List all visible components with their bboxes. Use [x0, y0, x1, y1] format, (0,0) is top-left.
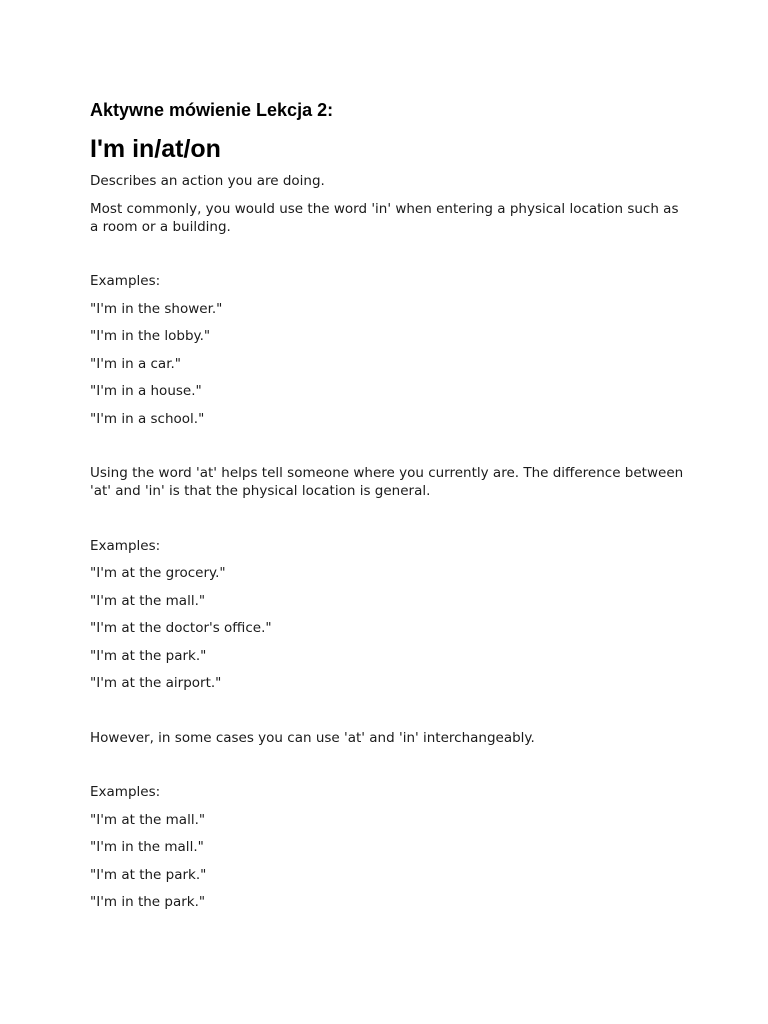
intro-paragraph: Describes an action you are doing. — [90, 173, 325, 189]
at-explanation-paragraph: Using the word 'at' helps tell someone where you currently are. The difference between 'at' and 'in' is that the physical location is general. — [90, 465, 684, 499]
document-body — [90, 96, 690, 921]
in-explanation-paragraph: Most commonly, you would use the word 'in' when entering a physical location such as a room or a building. — [90, 200, 679, 235]
example-line: "I'm in a school." — [90, 410, 205, 427]
example-line: "I'm in the mall." — [90, 839, 204, 855]
example-line: "I'm in the lobby." — [90, 328, 211, 344]
example-line: "I'm at the mall." — [90, 811, 206, 828]
blank-line — [90, 756, 690, 783]
example-line: "I'm at the airport." — [90, 675, 222, 691]
example-line: "I'm at the doctor's office." — [90, 620, 272, 636]
example-line: "I'm in the park." — [90, 894, 206, 910]
examples-label: Examples: — [90, 537, 161, 554]
main-heading: I'm in/at/on — [90, 135, 221, 163]
examples-label: Examples: — [90, 784, 161, 800]
blank-line — [90, 245, 690, 272]
lesson-title: Aktywne mówienie Lekcja 2: — [90, 100, 334, 120]
example-line: "I'm in a car." — [90, 355, 182, 372]
blank-line — [90, 702, 690, 729]
interchangeable-paragraph: However, in some cases you can use 'at' and 'in' interchangeably. — [90, 729, 535, 746]
example-line: "I'm at the grocery." — [90, 565, 226, 581]
example-line: "I'm in the shower." — [90, 300, 223, 317]
example-line: "I'm in a house." — [90, 383, 202, 399]
example-line: "I'm at the park." — [90, 866, 207, 883]
examples-label: Examples: — [90, 273, 161, 289]
blank-line — [90, 510, 690, 537]
example-line: "I'm at the park." — [90, 647, 207, 664]
example-line: "I'm at the mall." — [90, 592, 206, 609]
blank-line — [90, 437, 690, 464]
